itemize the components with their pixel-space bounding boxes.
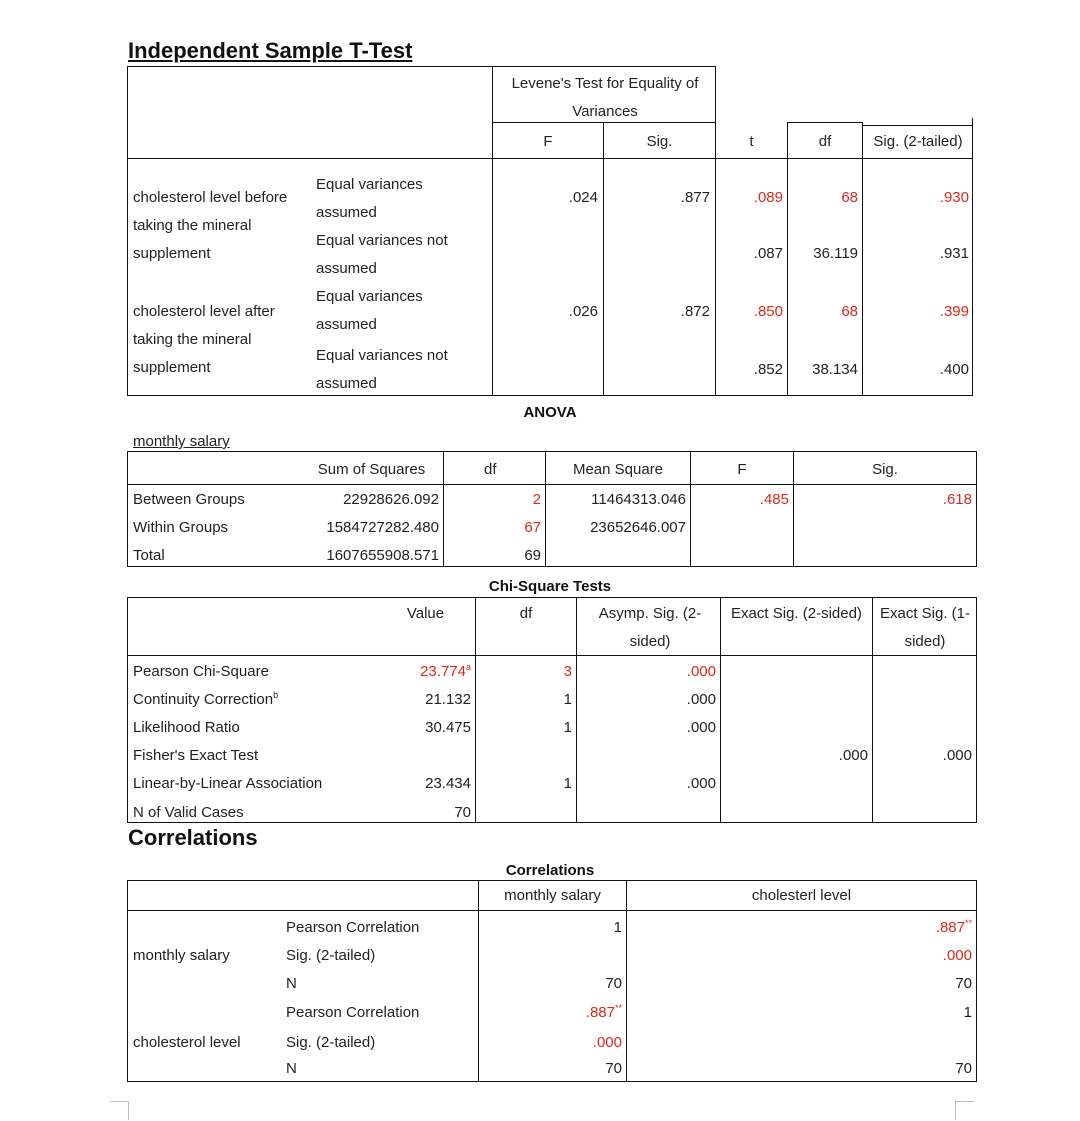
chisq-value: 30.475 [425,719,471,736]
col-levene-f: F [543,133,553,150]
anova-row-label: Within Groups [133,519,229,536]
r1-sig: .877 [680,189,710,206]
r3-sig2: .399 [939,303,969,320]
chisq-row-label: N of Valid Cases [133,804,244,821]
corr-stat-label: N [286,975,297,992]
chisq-value: 21.132 [425,691,471,708]
col-sig-2tailed: Sig. (2-tailed) [873,133,963,150]
anova-df: 69 [524,547,541,564]
corr-col-salary: monthly salary [504,887,601,904]
anova-f: .485 [759,491,789,508]
chisq-row-label: Pearson Chi-Square [133,663,269,680]
row4-assumption: Equal variances not assumed [316,347,448,392]
r3-F: .026 [568,303,598,320]
page-corner-left [110,1101,129,1120]
r1-F: .024 [568,189,598,206]
anova-df: 67 [524,519,541,536]
anova-col-df: df [484,461,497,478]
r4-t: .852 [753,361,783,378]
ttest-heading: Independent Sample T-Test [128,38,413,63]
anova-row-label: Between Groups [133,491,245,508]
chisq-asymp: .000 [686,775,716,792]
chisq-col-df: df [519,605,533,622]
r3-df: 68 [841,303,858,320]
anova-title: ANOVA [523,404,577,421]
corr-row1-label: monthly salary [133,947,230,964]
chisq-df: 1 [563,719,572,736]
r1-df: 68 [841,189,858,206]
r4-df: 38.134 [812,361,858,378]
anova-ms: 11464313.046 [591,491,686,508]
chisq-title: Chi-Square Tests [488,578,612,595]
corr-r2-salary-n: 70 [605,1060,622,1077]
row1-assumption: Equal variances assumed [316,176,423,221]
corr-stat-label: N [286,1060,297,1077]
chisq-exact1: .000 [942,747,972,764]
col-df: df [818,133,832,150]
anova-col-f: F [737,461,747,478]
chisq-row-label: Linear-by-Linear Association [133,775,323,792]
chisq-value: 70 [454,804,471,821]
corr-r1-chol-pearson: .887** [935,918,972,936]
chisq-row-label: Fisher's Exact Test [133,747,259,764]
anova-ss: 22928626.092 [343,491,439,508]
row3-assumption: Equal variances assumed [316,288,423,333]
r2-sig2: .931 [939,245,969,262]
corr-stat-label: Pearson Correlation [286,1004,420,1021]
chisq-asymp: .000 [686,691,716,708]
corr-r1-salary-n: 70 [605,975,622,992]
r4-sig2: .400 [939,361,969,378]
anova-row-label: Total [133,547,165,564]
chisq-col-asymp: Asymp. Sig. (2-sided) [598,605,702,650]
anova-ms: 23652646.007 [590,519,686,536]
page-corner-right [955,1101,974,1120]
col-t: t [749,133,754,150]
anova-col-sig: Sig. [872,461,898,478]
chisq-df: 3 [563,663,572,680]
correlations-title: Correlations [505,862,595,879]
chisq-value: 23.434 [425,775,471,792]
chisq-row-label: Continuity Correction$^b$ [133,690,279,708]
chisq-col-value: Value [406,605,445,622]
chisq-df: 1 [563,691,572,708]
r3-t: .850 [753,303,783,320]
anova-ss: 1584727282.480 [326,519,439,536]
chisq-asymp: .000 [686,663,716,680]
levene-header: Levene's Test for Equality of Variances [511,75,699,120]
col-levene-sig: Sig. [646,133,673,150]
corr-r1-chol-n: 70 [955,975,972,992]
corr-r2-salary-pearson: .887** [585,1003,622,1021]
corr-r2-chol-n: 70 [955,1060,972,1077]
r1-t: .089 [753,189,783,206]
anova-col-ms: Mean Square [572,461,664,478]
corr-r1-chol-sig: .000 [942,947,972,964]
footnote-b: b [273,690,279,700]
chisq-col-exact2: Exact Sig. (2-sided) [731,605,862,622]
footnote-a: a [465,662,471,672]
chisq-col-exact1: Exact Sig. (1-sided) [879,605,971,650]
r3-sig: .872 [680,303,710,320]
corr-stat-label: Pearson Correlation [286,919,420,936]
r1-sig2: .930 [939,189,969,206]
corr-stat-label: Sig. (2-tailed) [286,1034,376,1051]
corr-stat-label: Sig. (2-tailed) [286,947,376,964]
anova-sig: .618 [942,491,972,508]
correlations-heading: Correlations [128,825,258,850]
corr-r2-chol-pearson: 1 [963,1004,972,1021]
corr-r2-salary-sig: .000 [592,1034,622,1051]
r2-t: .087 [753,245,783,262]
corr-r1-salary-pearson: 1 [613,919,622,936]
anova-col-ss: Sum of Squares [317,461,426,478]
corr-col-cholesterol: cholesterl level [751,887,852,904]
anova-ss: 1607655908.571 [326,547,439,564]
var-after-label: cholesterol level after taking the mineral supplement [133,303,275,376]
var-before-label: cholesterol level before taking the mineral supplement [133,189,288,262]
anova-dependent: monthly salary [133,433,230,450]
r2-df: 36.119 [813,245,858,262]
corr-row2-label: cholesterol level [133,1034,241,1051]
chisq-exact2: .000 [838,747,868,764]
anova-df: 2 [532,491,541,508]
chisq-value: 23.774$^a$ [420,662,471,680]
chisq-df: 1 [563,775,572,792]
chisq-row-label: Likelihood Ratio [133,719,240,736]
chisq-asymp: .000 [686,719,716,736]
row2-assumption: Equal variances not assumed [316,232,448,277]
